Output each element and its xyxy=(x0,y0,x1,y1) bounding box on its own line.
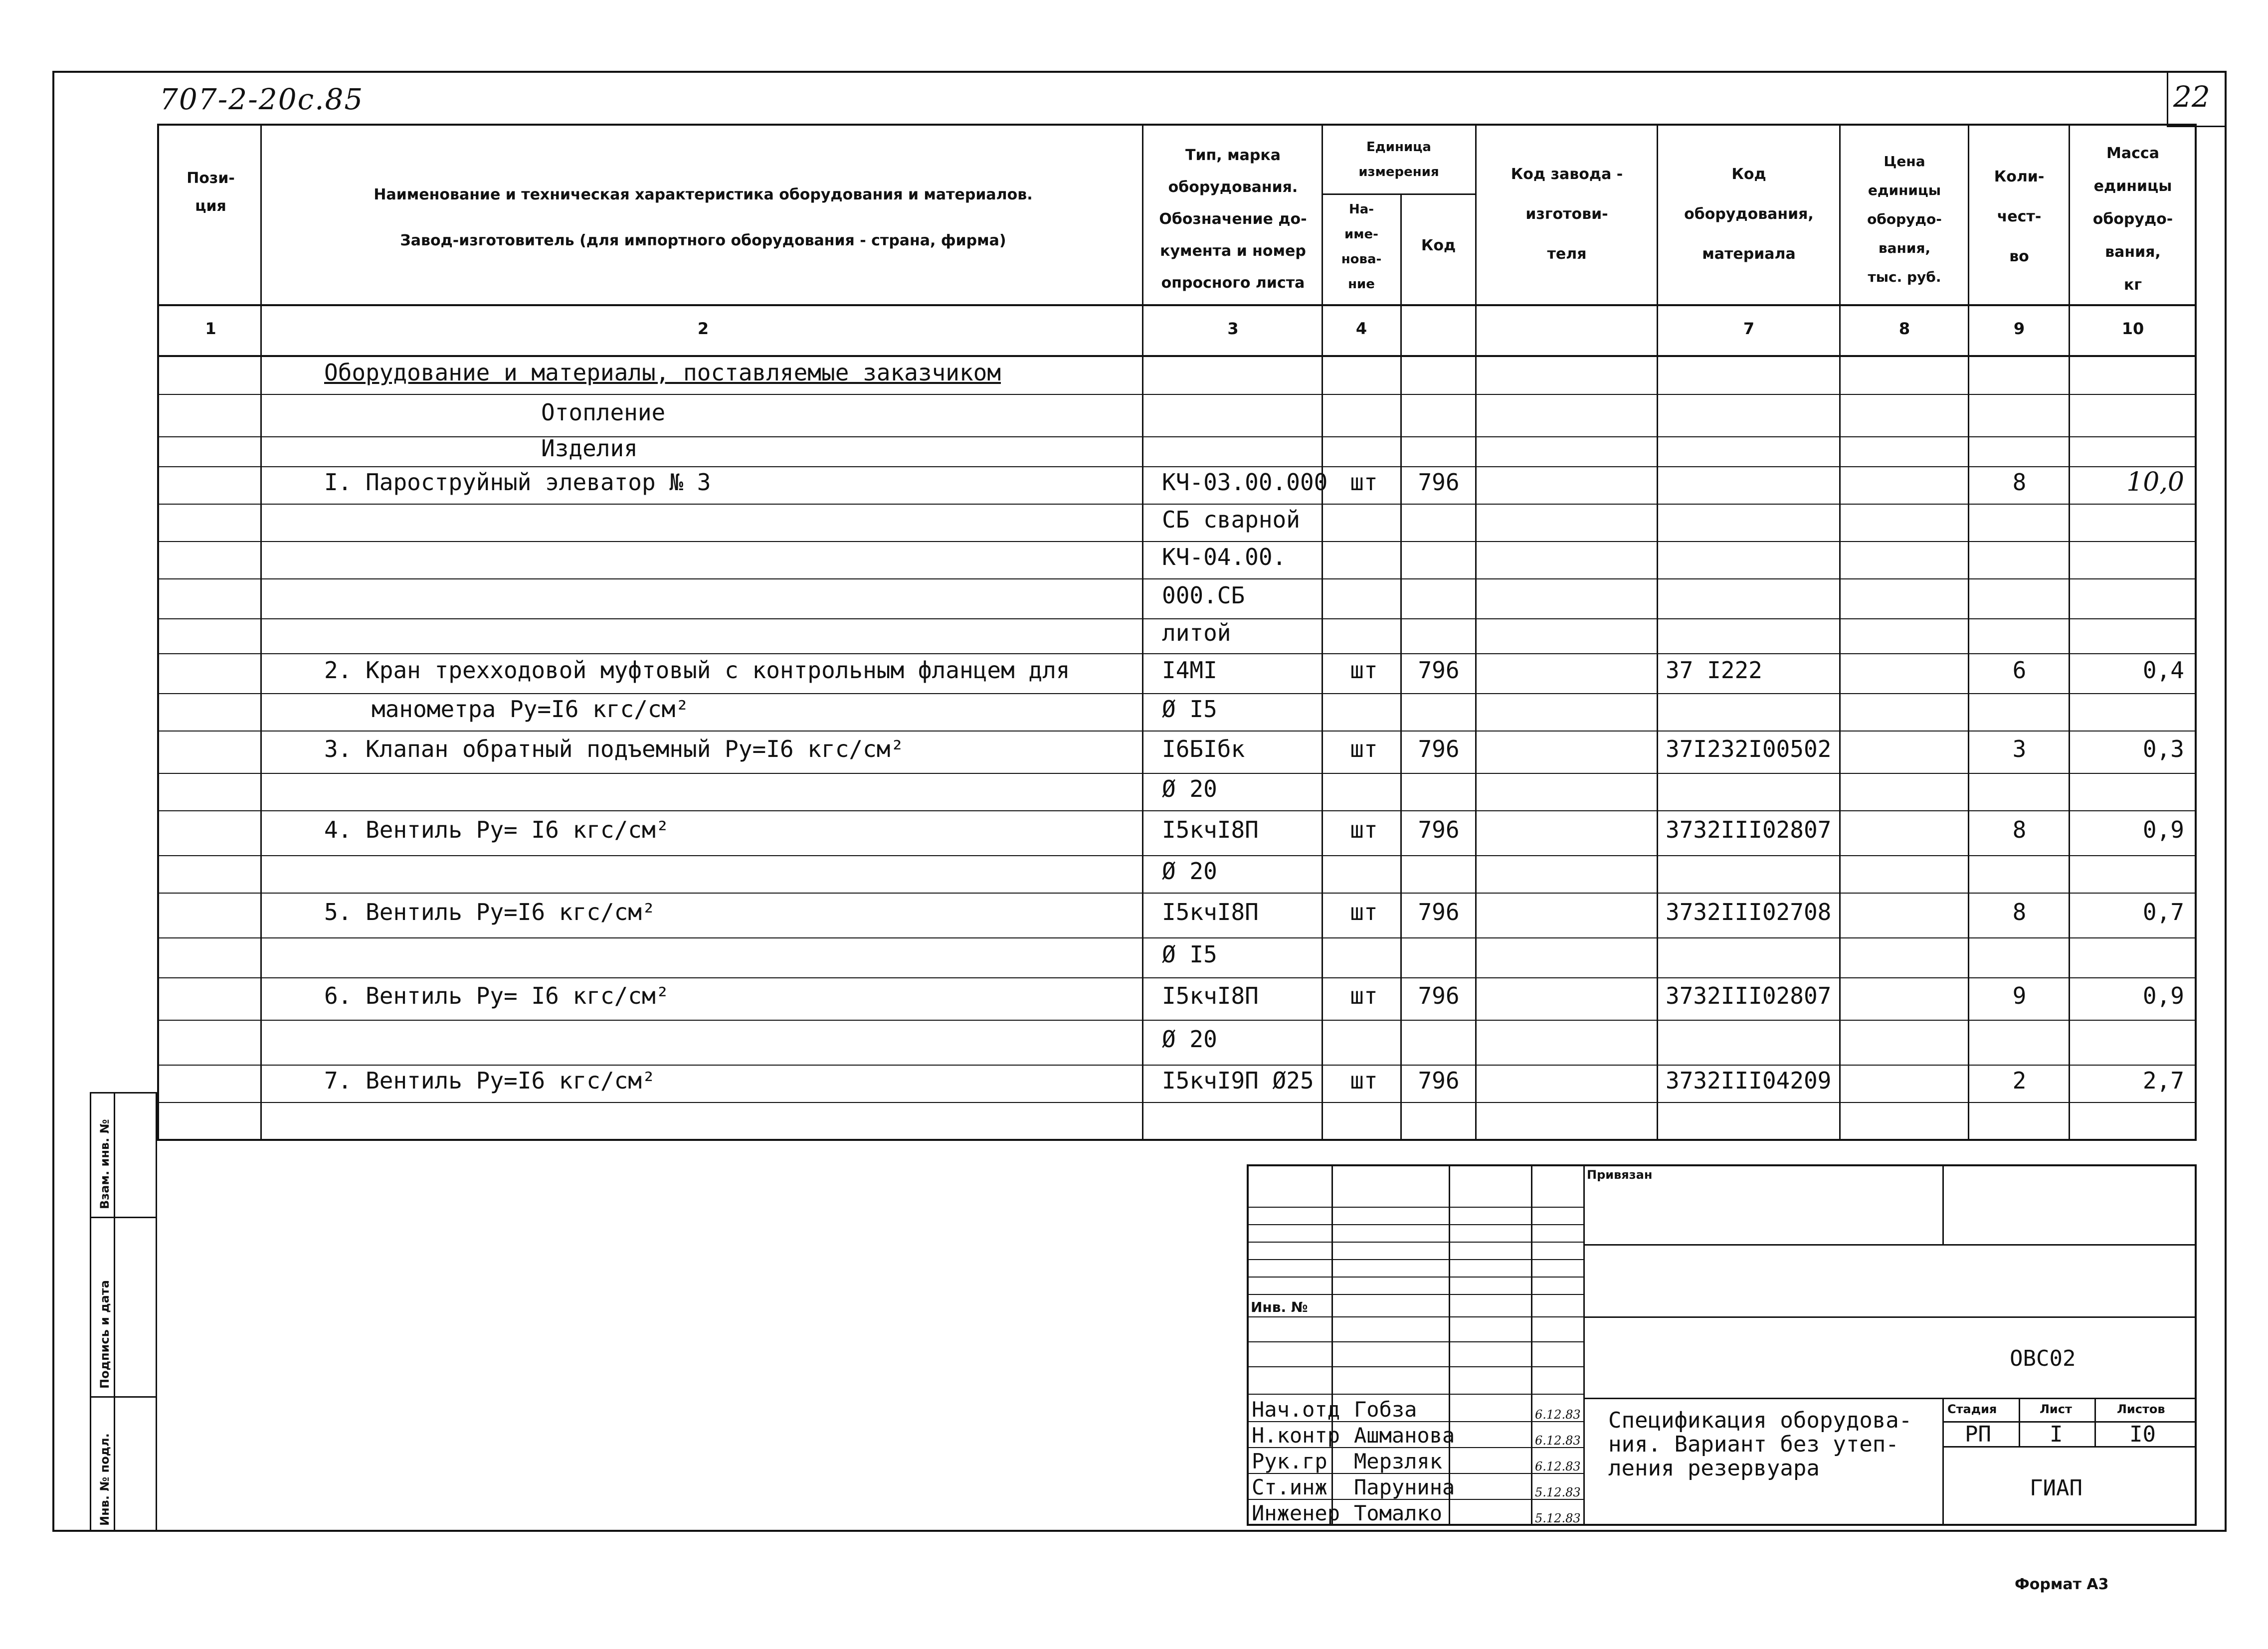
row-qty: 9 xyxy=(2012,982,2027,1009)
tb-signer-role: Рук.гр xyxy=(1252,1449,1327,1473)
row-type: Ø I5 xyxy=(1162,695,1217,723)
row-type: Ø I5 xyxy=(1162,941,1217,968)
tb-row-privyazan xyxy=(1583,1244,2197,1246)
col-header-mass: Масса единицы оборудо- вания, кг xyxy=(2092,145,2173,294)
col-header-type: Тип, марка оборудования. Обозначение до- кумента и номер опросного листа xyxy=(1159,147,1307,292)
row-unit: шт xyxy=(1350,899,1378,925)
row-type: I5кчI8П xyxy=(1162,816,1259,843)
footer-format: Формат А3 xyxy=(2015,1576,2109,1593)
side-stamp-vzam: Взам. инв. № xyxy=(98,1119,112,1209)
tb-signer-date: 6.12.83 xyxy=(1535,1460,1581,1473)
row-mass: 0,9 xyxy=(2142,982,2184,1009)
row-name: 3. Клапан обратный подъемный Ру=I6 кгс/см² xyxy=(324,735,905,762)
row-mass: 0,3 xyxy=(2142,735,2184,762)
row-name: Отопление xyxy=(541,398,666,426)
row-type: I5кчI8П xyxy=(1162,982,1259,1009)
row-type: I6БIбк xyxy=(1162,735,1245,762)
tb-signer-name: Томалко xyxy=(1354,1501,1443,1525)
tb-grid-line xyxy=(1247,1341,1583,1342)
row-line xyxy=(157,653,2197,654)
tb-signer-name: Парунина xyxy=(1354,1475,1455,1499)
tb-grid-line xyxy=(1247,1277,1583,1278)
row-code: 796 xyxy=(1418,735,1460,762)
row-qty: 2 xyxy=(2012,1067,2027,1094)
col-num-4: 4 xyxy=(1355,319,1367,338)
frame-right xyxy=(2225,71,2227,1532)
row-type: КЧ-04.00. xyxy=(1162,543,1287,570)
row-name: манометра Ру=I6 кгс/см² xyxy=(372,695,689,723)
row-code: 796 xyxy=(1418,899,1460,925)
tb-col-c xyxy=(1531,1164,1532,1526)
col-num-8: 8 xyxy=(1898,319,1910,338)
row-name: 2. Кран трехходовой муфтовый с контрольным фланцем для xyxy=(324,657,1070,684)
row-unit: шт xyxy=(1350,1067,1378,1094)
frame-top xyxy=(52,71,2227,73)
row-type: I5кчI9П Ø25 xyxy=(1162,1067,1314,1094)
row-unit: шт xyxy=(1350,735,1378,762)
row-name: Оборудование и материалы, поставляемые заказчиком xyxy=(324,359,1001,386)
col-line-2 xyxy=(1142,124,1143,1141)
col-header-position: Пози- ция xyxy=(187,170,235,215)
tb-grid-line xyxy=(1247,1294,1583,1295)
row-qty: 8 xyxy=(2012,816,2027,843)
tb-signer-date: 5.12.83 xyxy=(1535,1511,1581,1525)
tb-signer-role: Н.контр xyxy=(1252,1423,1340,1448)
row-mass: 0,9 xyxy=(2142,816,2184,843)
tb-inv-no: Инв. № xyxy=(1251,1299,1308,1315)
col-num-3: 3 xyxy=(1227,319,1239,338)
tb-signer-name: Мерзляк xyxy=(1354,1449,1443,1473)
tb-grid-line xyxy=(1247,1316,1583,1317)
row-line xyxy=(157,731,2197,732)
row-qty: 8 xyxy=(2012,468,2027,496)
col-num-7: 7 xyxy=(1743,319,1755,338)
row-qty: 8 xyxy=(2012,899,2027,925)
row-mass: 10,0 xyxy=(2126,467,2184,497)
row-line xyxy=(157,855,2197,856)
row-equip-code: 3732III02807 xyxy=(1666,982,1832,1009)
row-name: 4. Вентиль Ру= I6 кгс/см² xyxy=(324,816,670,843)
row-unit: шт xyxy=(1350,657,1378,684)
row-unit: шт xyxy=(1350,468,1378,496)
row-equip-code: 37 I222 xyxy=(1666,657,1762,684)
col-header-name: Наименование и техническая характеристика оборудования и материалов. Завод-изготовитель (для импортного оборудования - страна, фирма) xyxy=(374,186,1033,249)
row-name: 5. Вентиль Ру=I6 кгс/см² xyxy=(324,899,656,925)
row-mass: 0,7 xyxy=(2142,899,2184,925)
tb-signer-name: Ашманова xyxy=(1354,1423,1455,1448)
tb-signer-name: Гобза xyxy=(1354,1397,1417,1422)
row-line xyxy=(157,578,2197,579)
row-line xyxy=(157,693,2197,694)
row-type: I4МI xyxy=(1162,657,1217,684)
row-type: Ø 20 xyxy=(1162,1026,1217,1053)
side-stamp-podpis: Подпись и дата xyxy=(98,1280,112,1389)
row-type: литой xyxy=(1162,619,1231,646)
row-line xyxy=(157,977,2197,978)
col-num-10: 10 xyxy=(2121,319,2144,338)
tb-col-d xyxy=(1583,1164,1585,1526)
col-header-price: Цена единицы оборудо- вания, тыс. руб. xyxy=(1867,153,1942,285)
row-equip-code: 3732III02708 xyxy=(1666,899,1832,925)
col-line-4 xyxy=(1400,194,1402,1141)
col-header-unit-name: На- име- нова- ние xyxy=(1341,202,1382,292)
tb-sheet-label: Лист xyxy=(2040,1402,2072,1416)
col-line-5 xyxy=(1475,124,1477,1141)
row-type: СБ сварной xyxy=(1162,506,1300,533)
col-line-7 xyxy=(1839,124,1841,1141)
col-line-1 xyxy=(260,124,262,1141)
tb-description: Спецификация оборудова- ния. Вариант без утеп- ления резервуара xyxy=(1608,1408,1912,1481)
frame-bottom xyxy=(52,1530,2227,1532)
side-stamp-line-1 xyxy=(90,1217,157,1218)
row-type: Ø 20 xyxy=(1162,775,1217,802)
row-name: 6. Вентиль Ру= I6 кгс/см² xyxy=(324,982,670,1009)
side-stamp-inv-podl: Инв. № подл. xyxy=(98,1433,112,1526)
row-line xyxy=(157,773,2197,774)
row-unit: шт xyxy=(1350,982,1378,1009)
row-equip-code: 3732III04209 xyxy=(1666,1067,1832,1094)
row-line xyxy=(157,937,2197,938)
row-equip-code: 3732III02807 xyxy=(1666,816,1832,843)
tb-col-a xyxy=(1331,1164,1333,1526)
row-line xyxy=(157,394,2197,395)
row-name: 7. Вентиль Ру=I6 кгс/см² xyxy=(324,1067,656,1094)
tb-sheet: I xyxy=(2050,1422,2063,1447)
row-type: Ø 20 xyxy=(1162,857,1217,885)
tb-signer-date: 5.12.83 xyxy=(1535,1485,1581,1499)
tb-sheets: I0 xyxy=(2129,1422,2156,1447)
tb-stage-label: Стадия xyxy=(1947,1402,1997,1416)
col-line-3 xyxy=(1322,124,1323,1141)
tb-sheets-label: Листов xyxy=(2117,1402,2165,1416)
row-code: 796 xyxy=(1418,468,1460,496)
col-line-6 xyxy=(1657,124,1658,1141)
tb-row-code xyxy=(1583,1316,2197,1318)
column-number-line xyxy=(157,355,2197,357)
tb-col-e xyxy=(1942,1164,1944,1244)
tb-doc-code: ОВС02 xyxy=(2010,1346,2076,1371)
row-type: I5кчI8П xyxy=(1162,899,1259,925)
row-code: 796 xyxy=(1418,816,1460,843)
row-line xyxy=(157,541,2197,542)
row-code: 796 xyxy=(1418,982,1460,1009)
row-equip-code: 37I232I00502 xyxy=(1666,735,1832,762)
tb-col-b xyxy=(1449,1164,1450,1526)
col-num-1: 1 xyxy=(205,319,216,338)
frame-left xyxy=(52,71,54,1532)
tb-grid-line xyxy=(1247,1259,1583,1260)
tb-signer-role: Инженер xyxy=(1252,1501,1340,1525)
tb-grid-line xyxy=(1247,1394,1583,1395)
row-name: I. Пароструйный элеватор № 3 xyxy=(324,468,711,496)
row-line xyxy=(157,1102,2197,1103)
row-mass: 0,4 xyxy=(2142,657,2184,684)
row-mass: 2,7 xyxy=(2142,1067,2184,1094)
row-code: 796 xyxy=(1418,657,1460,684)
tb-privyazan: Привязан xyxy=(1587,1168,1653,1182)
row-unit: шт xyxy=(1350,816,1378,843)
page-number: 22 xyxy=(2173,80,2210,114)
tb-grid-line xyxy=(1247,1224,1583,1225)
tb-signer-date: 6.12.83 xyxy=(1535,1408,1581,1422)
row-line xyxy=(157,466,2197,467)
row-line xyxy=(157,810,2197,811)
col-header-plant-code: Код завода - изготови- теля xyxy=(1511,166,1623,263)
row-type: КЧ-03.00.000 xyxy=(1162,468,1328,496)
col-header-unit: Единица измерения xyxy=(1358,140,1439,180)
document-code: 707-2-20с.85 xyxy=(160,82,364,116)
tb-row-desc xyxy=(1583,1398,2197,1399)
row-name: Изделия xyxy=(541,435,638,462)
row-qty: 6 xyxy=(2012,657,2027,684)
col-num-2: 2 xyxy=(697,319,709,338)
col-line-9 xyxy=(2069,124,2070,1141)
tb-grid-line xyxy=(1247,1242,1583,1243)
tb-org: ГИАП xyxy=(2030,1475,2082,1501)
col-line-8 xyxy=(1968,124,1969,1141)
tb-stage: РП xyxy=(1965,1422,1991,1447)
tb-grid-line xyxy=(1247,1207,1583,1208)
unit-subheader-line xyxy=(1322,193,1476,195)
side-stamp-line-2 xyxy=(90,1396,157,1398)
row-qty: 3 xyxy=(2012,735,2027,762)
tb-signer-date: 6.12.83 xyxy=(1535,1434,1581,1448)
row-code: 796 xyxy=(1418,1067,1460,1094)
row-line xyxy=(157,1065,2197,1066)
header-bottom-line xyxy=(157,304,2197,306)
row-type: 000.СБ xyxy=(1162,582,1245,609)
side-stamp-divider xyxy=(114,1092,115,1531)
tb-signer-role: Нач.отд xyxy=(1252,1397,1340,1422)
row-line xyxy=(157,436,2197,437)
tb-signer-role: Ст.инж xyxy=(1252,1475,1327,1499)
row-line xyxy=(157,1020,2197,1021)
col-num-9: 9 xyxy=(2013,319,2025,338)
col-header-equip-code: Код оборудования, материала xyxy=(1684,166,1814,263)
col-header-unit-code: Код xyxy=(1421,237,1456,254)
col-header-qty: Коли- чест- во xyxy=(1994,168,2045,265)
tb-grid-line xyxy=(1247,1366,1583,1367)
row-line xyxy=(157,893,2197,894)
row-line xyxy=(157,504,2197,505)
tb-col-stage xyxy=(1942,1398,1944,1526)
